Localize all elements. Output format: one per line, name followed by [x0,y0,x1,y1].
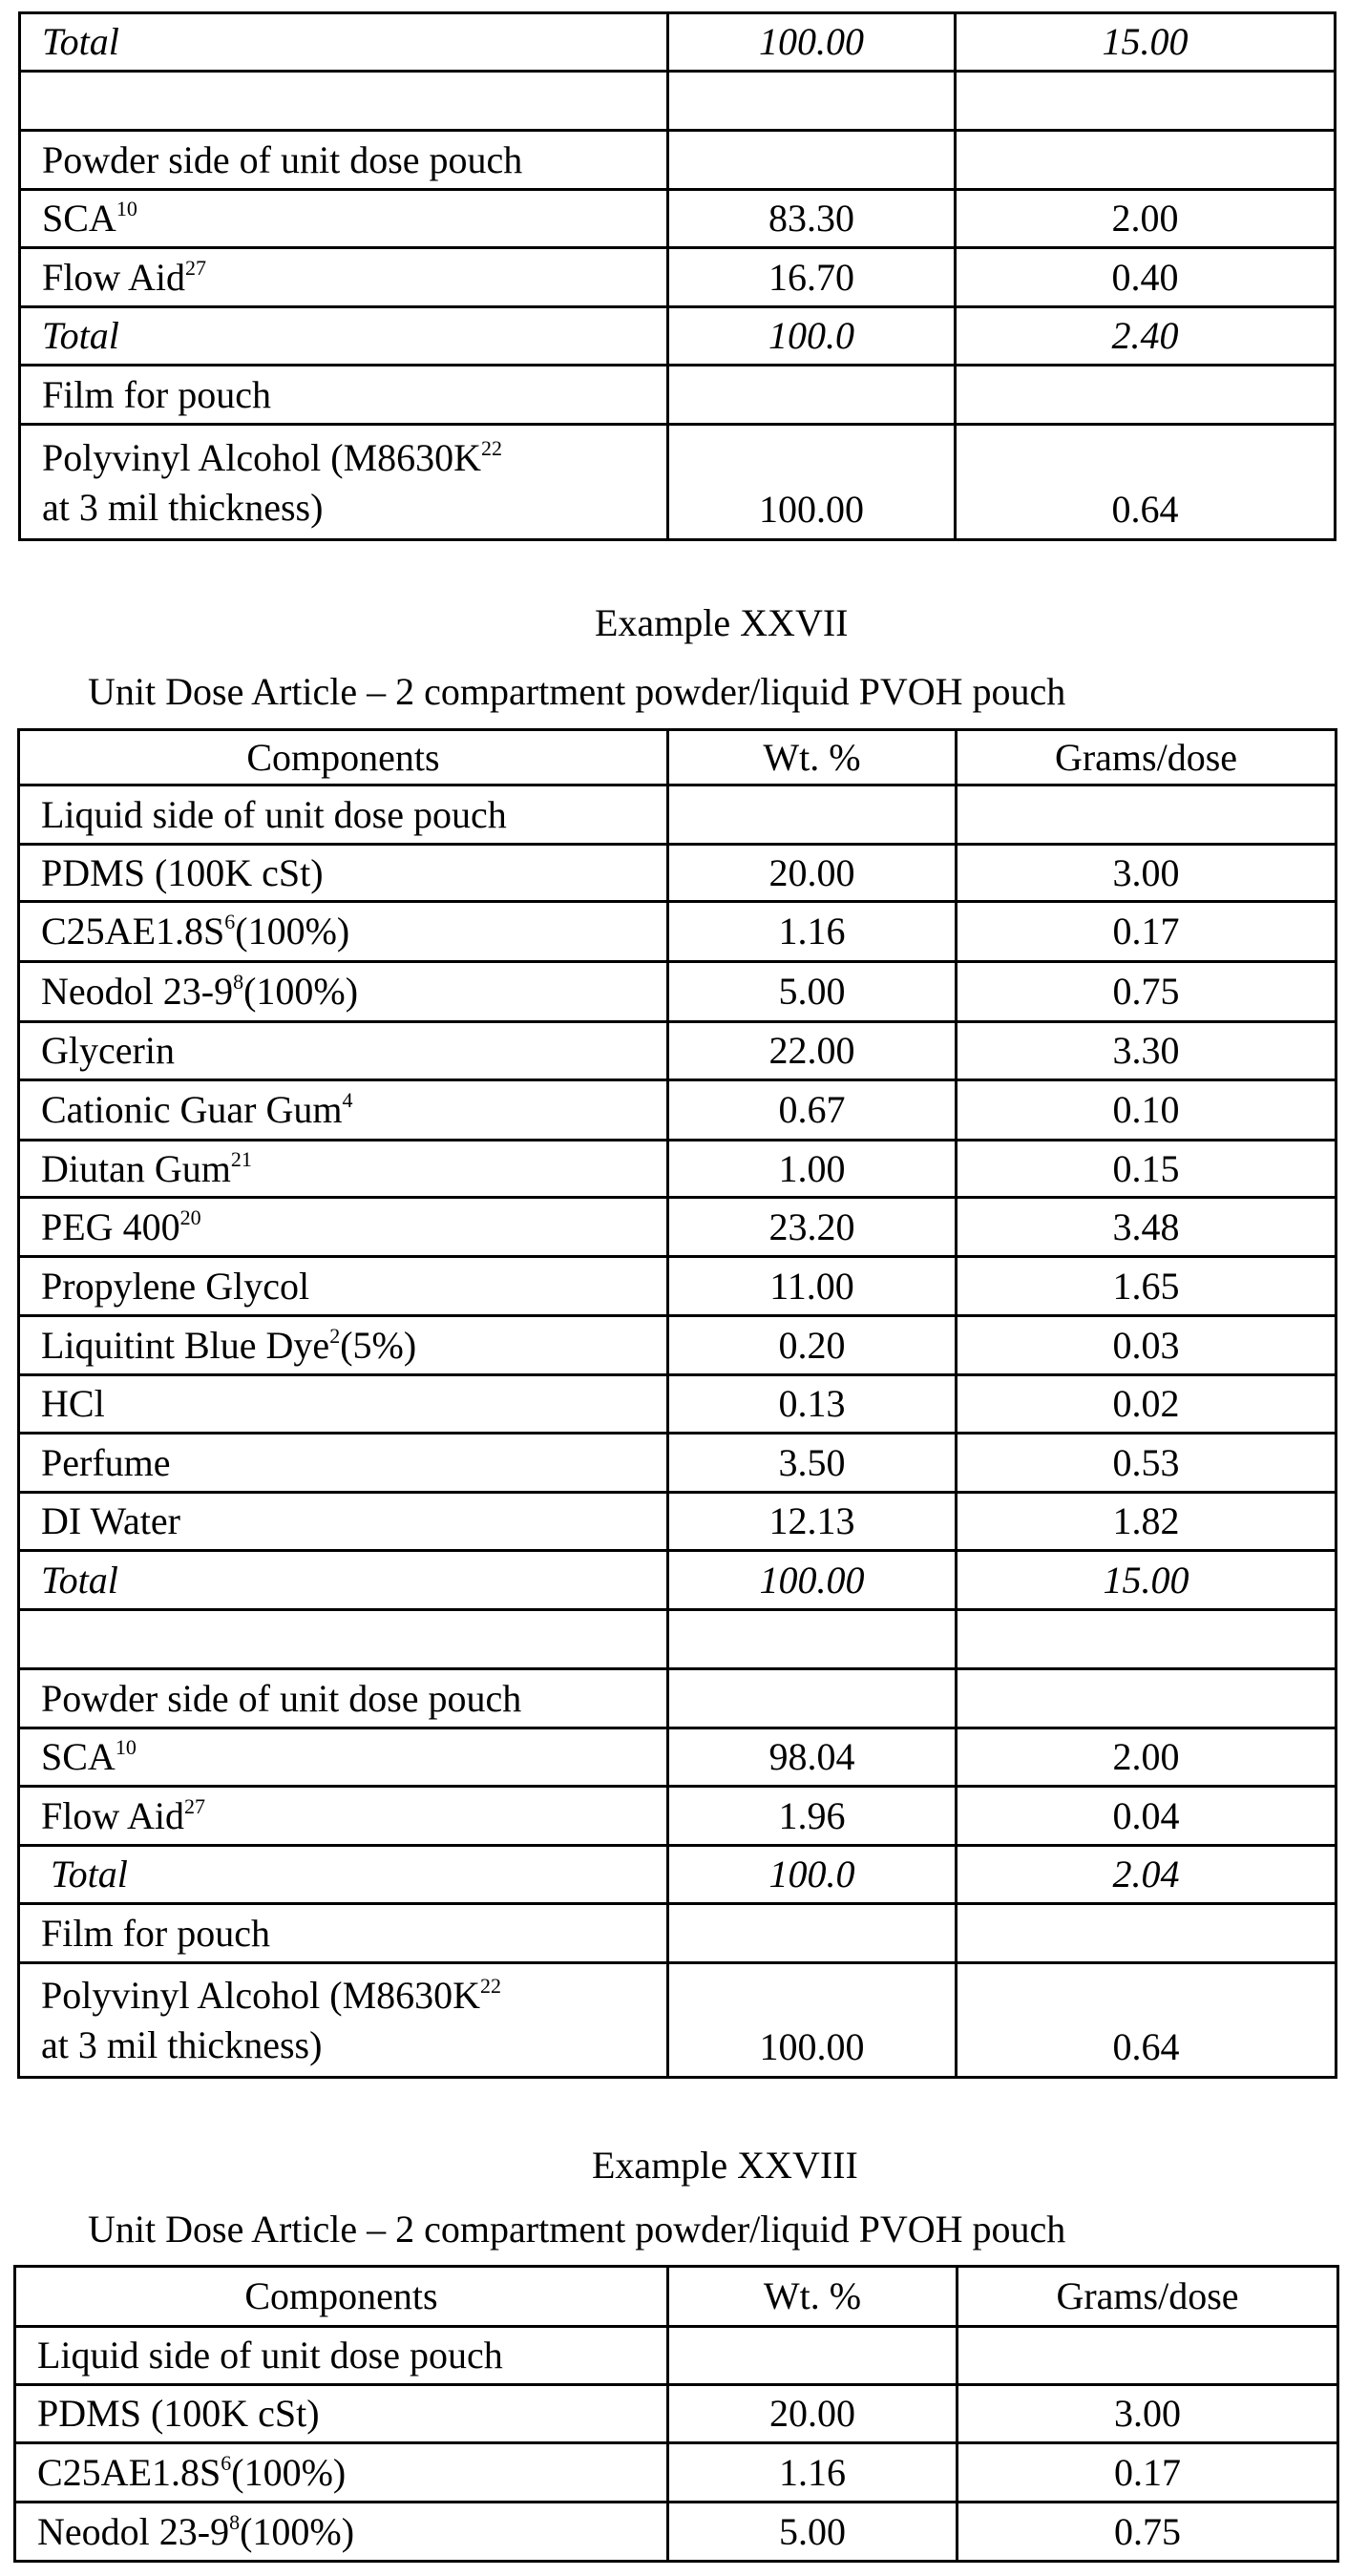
cell-component [19,1434,668,1493]
footnote-reference: 8 [229,2509,241,2534]
cell-wt-percent: 1.16 [668,2443,958,2503]
cell-component [19,1551,668,1610]
cell-grams-per-dose: 0.17 [957,902,1336,962]
cell-wt-percent: 3.50 [668,1434,957,1493]
cell-grams-per-dose [957,1904,1336,1963]
footnote-reference: 6 [224,910,236,933]
cell-component [20,425,668,540]
cell-grams-per-dose [958,2327,1338,2385]
cell-wt-percent: 98.04 [668,1728,957,1787]
component-name: Liquid side of unit dose pouch [41,792,507,836]
cell-component [19,1257,668,1316]
example-28-title: Example XXVIII [592,2144,858,2187]
table-row [19,1846,1336,1904]
cell-component [19,785,668,845]
cell-wt-percent [668,1904,957,1963]
table-row [19,785,1336,845]
cell-wt-percent: 100.00 [668,13,956,72]
component-concentration: (5%) [340,1323,417,1367]
cell-wt-percent: 100.00 [668,1963,957,2078]
cell-component [19,1963,668,2078]
cell-grams-per-dose: 0.10 [957,1080,1336,1141]
footnote-reference: 22 [480,1974,502,1998]
table-row [20,248,1336,307]
table-header [15,2267,1338,2327]
column-header-components: Components [15,2267,668,2327]
cell-component [19,1787,668,1846]
component-name: HCl [41,1382,105,1425]
table-row [19,1904,1336,1963]
table-row [19,1198,1336,1257]
example-27-subtitle: Unit Dose Article – 2 compartment powder/liquid PVOH pouch [88,670,1066,713]
cell-grams-per-dose [957,1610,1336,1669]
cell-component [19,1728,668,1787]
cell-component [19,1375,668,1434]
cell-wt-percent: 100.00 [668,1551,957,1610]
cell-grams-per-dose: 0.02 [957,1375,1336,1434]
table-row [20,307,1336,366]
column-header-wt-percent: Wt. % [668,2267,958,2327]
cell-wt-percent [668,72,956,131]
cell-component [19,1610,668,1669]
cell-component [19,1022,668,1080]
cell-wt-percent: 100.0 [668,307,956,366]
cell-component [20,131,668,190]
cell-wt-percent: 20.00 [668,2385,958,2443]
cell-component [15,2443,668,2503]
cell-grams-per-dose [957,785,1336,845]
component-name-line2: at 3 mil thickness) [42,486,324,529]
cell-grams-per-dose: 0.04 [957,1787,1336,1846]
example-28-table [13,2265,1339,2563]
cell-component [20,13,668,72]
cell-component [19,1493,668,1551]
cell-wt-percent [668,1669,957,1728]
component-name: Liquitint Blue Dye [41,1323,330,1367]
cell-grams-per-dose [956,72,1336,131]
example-28-subtitle: Unit Dose Article – 2 compartment powder/liquid PVOH pouch [88,2208,1066,2251]
cell-wt-percent [668,366,956,425]
cell-grams-per-dose: 1.82 [957,1493,1336,1551]
cell-grams-per-dose: 0.03 [957,1316,1336,1375]
footnote-reference: 27 [185,255,207,280]
cell-grams-per-dose: 15.00 [957,1551,1336,1610]
cell-wt-percent [668,1610,957,1669]
component-name: Perfume [41,1440,171,1484]
component-name: Propylene Glycol [41,1264,310,1308]
table-row [19,1963,1336,2078]
cell-grams-per-dose: 3.30 [957,1022,1336,1080]
table-row [20,366,1336,425]
component-name: SCA [41,1735,116,1778]
cell-grams-per-dose: 3.00 [957,845,1336,902]
cell-wt-percent: 0.20 [668,1316,957,1375]
cell-wt-percent: 12.13 [668,1493,957,1551]
example-27-table [17,728,1337,2079]
cell-component [15,2327,668,2385]
table-row [15,2327,1338,2385]
cell-wt-percent: 5.00 [668,2503,958,2562]
cell-wt-percent [668,131,956,190]
cell-grams-per-dose: 0.53 [957,1434,1336,1493]
footnote-reference: 6 [221,2450,232,2475]
component-name: Cationic Guar Gum [41,1088,343,1131]
cell-component [19,845,668,902]
footnote-reference: 10 [116,197,137,220]
component-name: Flow Aid [42,255,186,299]
component-name: Total [42,314,119,357]
cell-wt-percent: 83.30 [668,190,956,248]
footnote-reference: 10 [115,1735,137,1759]
table-row [20,13,1336,72]
cell-grams-per-dose [956,131,1336,190]
cell-component [19,962,668,1022]
cell-component [15,2503,668,2562]
table-row [19,962,1336,1022]
component-name: PDMS (100K cSt) [41,850,324,894]
table-row [19,1728,1336,1787]
column-header-grams-per-dose: Grams/dose [957,730,1336,785]
cell-component [15,2385,668,2443]
component-name: DI Water [41,1499,180,1542]
component-name: Powder side of unit dose pouch [42,137,523,181]
table-row [19,1669,1336,1728]
cell-grams-per-dose [957,1669,1336,1728]
component-concentration: (100%) [243,970,359,1013]
component-name: Glycerin [41,1029,175,1072]
cell-grams-per-dose: 1.65 [957,1257,1336,1316]
table-row [19,1022,1336,1080]
component-name: Diutan Gum [41,1146,231,1190]
cell-wt-percent: 1.96 [668,1787,957,1846]
footnote-reference: 4 [342,1088,353,1112]
cell-wt-percent: 23.20 [668,1198,957,1257]
cell-grams-per-dose: 2.00 [956,190,1336,248]
component-name: Powder side of unit dose pouch [41,1676,522,1720]
table-row [20,425,1336,540]
cell-component [19,1846,668,1904]
cell-grams-per-dose: 3.48 [957,1198,1336,1257]
cell-wt-percent: 16.70 [668,248,956,307]
cell-grams-per-dose: 2.40 [956,307,1336,366]
table-row [19,1141,1336,1198]
cell-grams-per-dose: 15.00 [956,13,1336,72]
cell-grams-per-dose [956,366,1336,425]
component-name: PEG 400 [41,1204,180,1248]
cell-wt-percent: 11.00 [668,1257,957,1316]
component-name: Neodol 23-9 [37,2509,230,2553]
table-row [19,1610,1336,1669]
component-name: Total [41,1558,118,1602]
table-row [19,1787,1336,1846]
table-row [19,1551,1336,1610]
cell-wt-percent: 20.00 [668,845,957,902]
component-name: Total [42,20,119,63]
cell-component [19,1080,668,1141]
cell-wt-percent: 1.00 [668,1141,957,1198]
component-name: Film for pouch [42,372,271,416]
cell-grams-per-dose: 2.04 [957,1846,1336,1904]
continued-formulation-table [18,11,1336,541]
cell-grams-per-dose: 0.40 [956,248,1336,307]
table-row [20,190,1336,248]
cell-grams-per-dose: 0.17 [958,2443,1338,2503]
cell-grams-per-dose: 0.75 [957,962,1336,1022]
table-row [19,1434,1336,1493]
cell-grams-per-dose: 0.64 [956,425,1336,540]
column-header-components: Components [19,730,668,785]
cell-wt-percent: 100.00 [668,425,956,540]
table-row [19,1493,1336,1551]
table-row [19,1257,1336,1316]
table-row [19,902,1336,962]
table-body [20,13,1336,540]
component-name: Liquid side of unit dose pouch [37,2334,503,2377]
table-header [19,730,1336,785]
component-name: Total [51,1853,128,1895]
cell-grams-per-dose: 2.00 [957,1728,1336,1787]
cell-component [20,190,668,248]
cell-wt-percent: 0.13 [668,1375,957,1434]
component-concentration: (100%) [240,2509,355,2553]
cell-component [19,1141,668,1198]
cell-grams-per-dose: 0.15 [957,1141,1336,1198]
footnote-reference: 27 [184,1793,206,1818]
component-name: Film for pouch [41,1911,270,1955]
cell-component [20,307,668,366]
table-body [19,785,1336,2078]
cell-component [19,1669,668,1728]
cell-wt-percent: 1.16 [668,902,957,962]
table-row [19,845,1336,902]
table-body [15,2327,1338,2562]
footnote-reference: 21 [230,1146,252,1171]
cell-grams-per-dose: 0.75 [958,2503,1338,2562]
component-name: C25AE1.8S [41,910,225,953]
cell-component [20,248,668,307]
cell-component [19,1316,668,1375]
footnote-reference: 22 [481,436,503,460]
component-name: Flow Aid [41,1793,185,1837]
component-name: Neodol 23-9 [41,970,234,1013]
table-row [19,1375,1336,1434]
cell-wt-percent: 5.00 [668,962,957,1022]
footnote-reference: 8 [233,970,244,994]
cell-grams-per-dose: 3.00 [958,2385,1338,2443]
cell-component [19,902,668,962]
table-row [15,2443,1338,2503]
column-header-wt-percent: Wt. % [668,730,957,785]
table-row [15,2385,1338,2443]
table-row [19,1316,1336,1375]
footnote-reference: 20 [179,1204,201,1229]
cell-wt-percent: 22.00 [668,1022,957,1080]
cell-wt-percent: 0.67 [668,1080,957,1141]
component-concentration: (100%) [235,910,350,953]
component-name-line2: at 3 mil thickness) [41,2023,323,2066]
cell-component [20,72,668,131]
column-header-grams-per-dose: Grams/dose [958,2267,1338,2327]
cell-wt-percent: 100.0 [668,1846,957,1904]
cell-component [19,1904,668,1963]
component-name: C25AE1.8S [37,2450,221,2494]
table-row [15,2503,1338,2562]
footnote-reference: 2 [329,1323,341,1348]
component-name: Polyvinyl Alcohol (M8630K [42,436,482,479]
component-name: Polyvinyl Alcohol (M8630K [41,1974,481,2017]
component-concentration: (100%) [231,2450,347,2494]
cell-grams-per-dose: 0.64 [957,1963,1336,2078]
cell-component [20,366,668,425]
component-name: SCA [42,197,116,240]
example-27-title: Example XXVII [595,601,849,644]
table-row [19,1080,1336,1141]
cell-wt-percent [668,785,957,845]
component-name: PDMS (100K cSt) [37,2392,320,2435]
cell-wt-percent [668,2327,958,2385]
table-row [20,72,1336,131]
cell-component [19,1198,668,1257]
table-row [20,131,1336,190]
